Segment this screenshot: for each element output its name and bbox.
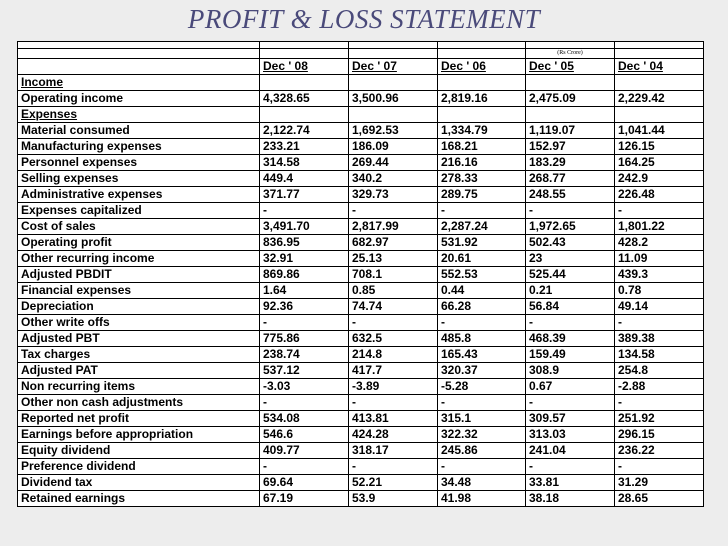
units-row bbox=[18, 49, 704, 59]
column-header: Dec ' 04 bbox=[615, 59, 704, 75]
cell-value: -3.03 bbox=[260, 379, 349, 395]
cell-value: 56.84 bbox=[526, 299, 615, 315]
table-row bbox=[18, 443, 704, 459]
cell-value: 248.55 bbox=[526, 187, 615, 203]
table-row bbox=[18, 379, 704, 395]
row-label: Depreciation bbox=[18, 299, 260, 315]
cell-value: 409.77 bbox=[260, 443, 349, 459]
cell-value: 296.15 bbox=[615, 427, 704, 443]
cell-value: 67.19 bbox=[260, 491, 349, 507]
cell-value: 1.64 bbox=[260, 283, 349, 299]
cell-value: 25.13 bbox=[349, 251, 438, 267]
cell-value: 28.65 bbox=[615, 491, 704, 507]
cell-value: 315.1 bbox=[438, 411, 526, 427]
row-label: Other non cash adjustments bbox=[18, 395, 260, 411]
cell-value: - bbox=[349, 315, 438, 331]
table-row bbox=[18, 187, 704, 203]
table-row bbox=[18, 459, 704, 475]
cell-value: - bbox=[526, 315, 615, 331]
table-body bbox=[18, 42, 704, 507]
table-row bbox=[18, 299, 704, 315]
row-label: Selling expenses bbox=[18, 171, 260, 187]
cell-value: 468.39 bbox=[526, 331, 615, 347]
cell-value: 23 bbox=[526, 251, 615, 267]
cell-value: 309.57 bbox=[526, 411, 615, 427]
cell-value: 53.9 bbox=[349, 491, 438, 507]
row-label: Dividend tax bbox=[18, 475, 260, 491]
row-label: Operating profit bbox=[18, 235, 260, 251]
cell-value: - bbox=[526, 203, 615, 219]
cell-value: 52.21 bbox=[349, 475, 438, 491]
cell-value: 159.49 bbox=[526, 347, 615, 363]
cell-value: 269.44 bbox=[349, 155, 438, 171]
row-label: Manufacturing expenses bbox=[18, 139, 260, 155]
table-row bbox=[18, 171, 704, 187]
cell-value: 320.37 bbox=[438, 363, 526, 379]
cell-value: - bbox=[438, 203, 526, 219]
row-label: Financial expenses bbox=[18, 283, 260, 299]
row-label: Tax charges bbox=[18, 347, 260, 363]
row-label: Expenses capitalized bbox=[18, 203, 260, 219]
cell-value: - bbox=[438, 315, 526, 331]
cell-value: 152.97 bbox=[526, 139, 615, 155]
cell-value: 20.61 bbox=[438, 251, 526, 267]
cell-value: 308.9 bbox=[526, 363, 615, 379]
cell-value: 0.78 bbox=[615, 283, 704, 299]
cell-value: 682.97 bbox=[349, 235, 438, 251]
cell-value: 241.04 bbox=[526, 443, 615, 459]
cell-value: - bbox=[526, 459, 615, 475]
cell-value: 278.33 bbox=[438, 171, 526, 187]
cell-value: 546.6 bbox=[260, 427, 349, 443]
cell-value: 38.18 bbox=[526, 491, 615, 507]
cell-value: 0.67 bbox=[526, 379, 615, 395]
cell-value: 69.64 bbox=[260, 475, 349, 491]
row-label: Preference dividend bbox=[18, 459, 260, 475]
cell-value: 775.86 bbox=[260, 331, 349, 347]
cell-value: 502.43 bbox=[526, 235, 615, 251]
cell-value: - bbox=[615, 459, 704, 475]
cell-value: 126.15 bbox=[615, 139, 704, 155]
cell-value: 0.44 bbox=[438, 283, 526, 299]
cell-value: 226.48 bbox=[615, 187, 704, 203]
table-row bbox=[18, 91, 704, 107]
cell-value: 33.81 bbox=[526, 475, 615, 491]
cell-value: 245.86 bbox=[438, 443, 526, 459]
cell-value: - bbox=[349, 203, 438, 219]
cell-value: 164.25 bbox=[615, 155, 704, 171]
row-label: Personnel expenses bbox=[18, 155, 260, 171]
cell-value: 424.28 bbox=[349, 427, 438, 443]
cell-value: 1,041.44 bbox=[615, 123, 704, 139]
column-header: Dec ' 05 bbox=[526, 59, 615, 75]
cell-value: - bbox=[260, 395, 349, 411]
cell-value: 2,122.74 bbox=[260, 123, 349, 139]
table-row bbox=[18, 139, 704, 155]
cell-value: 485.8 bbox=[438, 331, 526, 347]
cell-value: 289.75 bbox=[438, 187, 526, 203]
row-label: Other recurring income bbox=[18, 251, 260, 267]
cell-value: 632.5 bbox=[349, 331, 438, 347]
table-row bbox=[18, 235, 704, 251]
cell-value: 3,491.70 bbox=[260, 219, 349, 235]
cell-value: 2,817.99 bbox=[349, 219, 438, 235]
table-row bbox=[18, 315, 704, 331]
cell-value: - bbox=[349, 459, 438, 475]
profit-loss-table bbox=[17, 41, 704, 507]
cell-value: 1,119.07 bbox=[526, 123, 615, 139]
cell-value: 92.36 bbox=[260, 299, 349, 315]
table-row bbox=[18, 363, 704, 379]
cell-value: 251.92 bbox=[615, 411, 704, 427]
cell-value: 1,801.22 bbox=[615, 219, 704, 235]
row-label: Retained earnings bbox=[18, 491, 260, 507]
cell-value: 3,500.96 bbox=[349, 91, 438, 107]
table-row bbox=[18, 411, 704, 427]
cell-value: 134.58 bbox=[615, 347, 704, 363]
cell-value: 66.28 bbox=[438, 299, 526, 315]
header-row bbox=[18, 59, 704, 75]
cell-value: 525.44 bbox=[526, 267, 615, 283]
column-header: Dec ' 06 bbox=[438, 59, 526, 75]
cell-value: 233.21 bbox=[260, 139, 349, 155]
cell-value: 313.03 bbox=[526, 427, 615, 443]
row-label: Earnings before appropriation bbox=[18, 427, 260, 443]
table-row bbox=[18, 203, 704, 219]
cell-value: - bbox=[615, 203, 704, 219]
cell-value: 165.43 bbox=[438, 347, 526, 363]
cell-value: 254.8 bbox=[615, 363, 704, 379]
table-row bbox=[18, 491, 704, 507]
row-label: Adjusted PBT bbox=[18, 331, 260, 347]
table-row bbox=[18, 251, 704, 267]
table-row bbox=[18, 123, 704, 139]
cell-value: 2,819.16 bbox=[438, 91, 526, 107]
cell-value: 1,334.79 bbox=[438, 123, 526, 139]
table-row bbox=[18, 219, 704, 235]
cell-value: 214.8 bbox=[349, 347, 438, 363]
cell-value: 34.48 bbox=[438, 475, 526, 491]
cell-value: - bbox=[615, 395, 704, 411]
row-label: Reported net profit bbox=[18, 411, 260, 427]
cell-value: 531.92 bbox=[438, 235, 526, 251]
column-header: Dec ' 08 bbox=[260, 59, 349, 75]
units-label: (Rs Crore) bbox=[526, 49, 615, 59]
section-label: Income bbox=[18, 75, 260, 91]
cell-value: 2,287.24 bbox=[438, 219, 526, 235]
cell-value: 322.32 bbox=[438, 427, 526, 443]
row-label: Equity dividend bbox=[18, 443, 260, 459]
table-row bbox=[18, 475, 704, 491]
row-label: Other write offs bbox=[18, 315, 260, 331]
cell-value: 0.21 bbox=[526, 283, 615, 299]
cell-value: 183.29 bbox=[526, 155, 615, 171]
section-row bbox=[18, 75, 704, 91]
cell-value: - bbox=[438, 459, 526, 475]
cell-value: 216.16 bbox=[438, 155, 526, 171]
cell-value: 11.09 bbox=[615, 251, 704, 267]
cell-value: 41.98 bbox=[438, 491, 526, 507]
cell-value: 537.12 bbox=[260, 363, 349, 379]
cell-value: 4,328.65 bbox=[260, 91, 349, 107]
cell-value: 74.74 bbox=[349, 299, 438, 315]
cell-value: 552.53 bbox=[438, 267, 526, 283]
cell-value: -2.88 bbox=[615, 379, 704, 395]
cell-value: 236.22 bbox=[615, 443, 704, 459]
cell-value: 340.2 bbox=[349, 171, 438, 187]
cell-value: 534.08 bbox=[260, 411, 349, 427]
table-row bbox=[18, 283, 704, 299]
cell-value: - bbox=[260, 459, 349, 475]
cell-value: 2,475.09 bbox=[526, 91, 615, 107]
table-row bbox=[18, 427, 704, 443]
cell-value: - bbox=[349, 395, 438, 411]
section-label: Expenses bbox=[18, 107, 260, 123]
cell-value: - bbox=[438, 395, 526, 411]
cell-value: -5.28 bbox=[438, 379, 526, 395]
cell-value: 0.85 bbox=[349, 283, 438, 299]
cell-value: 428.2 bbox=[615, 235, 704, 251]
table-row bbox=[18, 267, 704, 283]
cell-value: - bbox=[526, 395, 615, 411]
cell-value: 389.38 bbox=[615, 331, 704, 347]
cell-value: - bbox=[260, 203, 349, 219]
row-label: Non recurring items bbox=[18, 379, 260, 395]
row-label: Adjusted PAT bbox=[18, 363, 260, 379]
cell-value: 2,229.42 bbox=[615, 91, 704, 107]
cell-value: 1,972.65 bbox=[526, 219, 615, 235]
cell-value: 417.7 bbox=[349, 363, 438, 379]
cell-value: 314.58 bbox=[260, 155, 349, 171]
cell-value: 268.77 bbox=[526, 171, 615, 187]
table-row bbox=[18, 155, 704, 171]
cell-value: - bbox=[615, 315, 704, 331]
cell-value: 869.86 bbox=[260, 267, 349, 283]
cell-value: 449.4 bbox=[260, 171, 349, 187]
cell-value: 708.1 bbox=[349, 267, 438, 283]
section-row bbox=[18, 107, 704, 123]
row-label: Material consumed bbox=[18, 123, 260, 139]
cell-value: 238.74 bbox=[260, 347, 349, 363]
cell-value: 31.29 bbox=[615, 475, 704, 491]
row-label: Operating income bbox=[18, 91, 260, 107]
cell-value: 836.95 bbox=[260, 235, 349, 251]
cell-value: 413.81 bbox=[349, 411, 438, 427]
row-label: Cost of sales bbox=[18, 219, 260, 235]
page-title: PROFIT & LOSS STATEMENT bbox=[187, 4, 541, 34]
cell-value: 329.73 bbox=[349, 187, 438, 203]
cell-value: -3.89 bbox=[349, 379, 438, 395]
cell-value: 318.17 bbox=[349, 443, 438, 459]
cell-value: 1,692.53 bbox=[349, 123, 438, 139]
cell-value: 186.09 bbox=[349, 139, 438, 155]
table-row bbox=[18, 347, 704, 363]
cell-value: 32.91 bbox=[260, 251, 349, 267]
cell-value: 49.14 bbox=[615, 299, 704, 315]
row-label: Adjusted PBDIT bbox=[18, 267, 260, 283]
cell-value: - bbox=[260, 315, 349, 331]
cell-value: 371.77 bbox=[260, 187, 349, 203]
spacer-row bbox=[18, 42, 704, 49]
row-label: Administrative expenses bbox=[18, 187, 260, 203]
cell-value: 439.3 bbox=[615, 267, 704, 283]
table-row bbox=[18, 331, 704, 347]
column-header: Dec ' 07 bbox=[349, 59, 438, 75]
cell-value: 168.21 bbox=[438, 139, 526, 155]
cell-value: 242.9 bbox=[615, 171, 704, 187]
table-row bbox=[18, 395, 704, 411]
